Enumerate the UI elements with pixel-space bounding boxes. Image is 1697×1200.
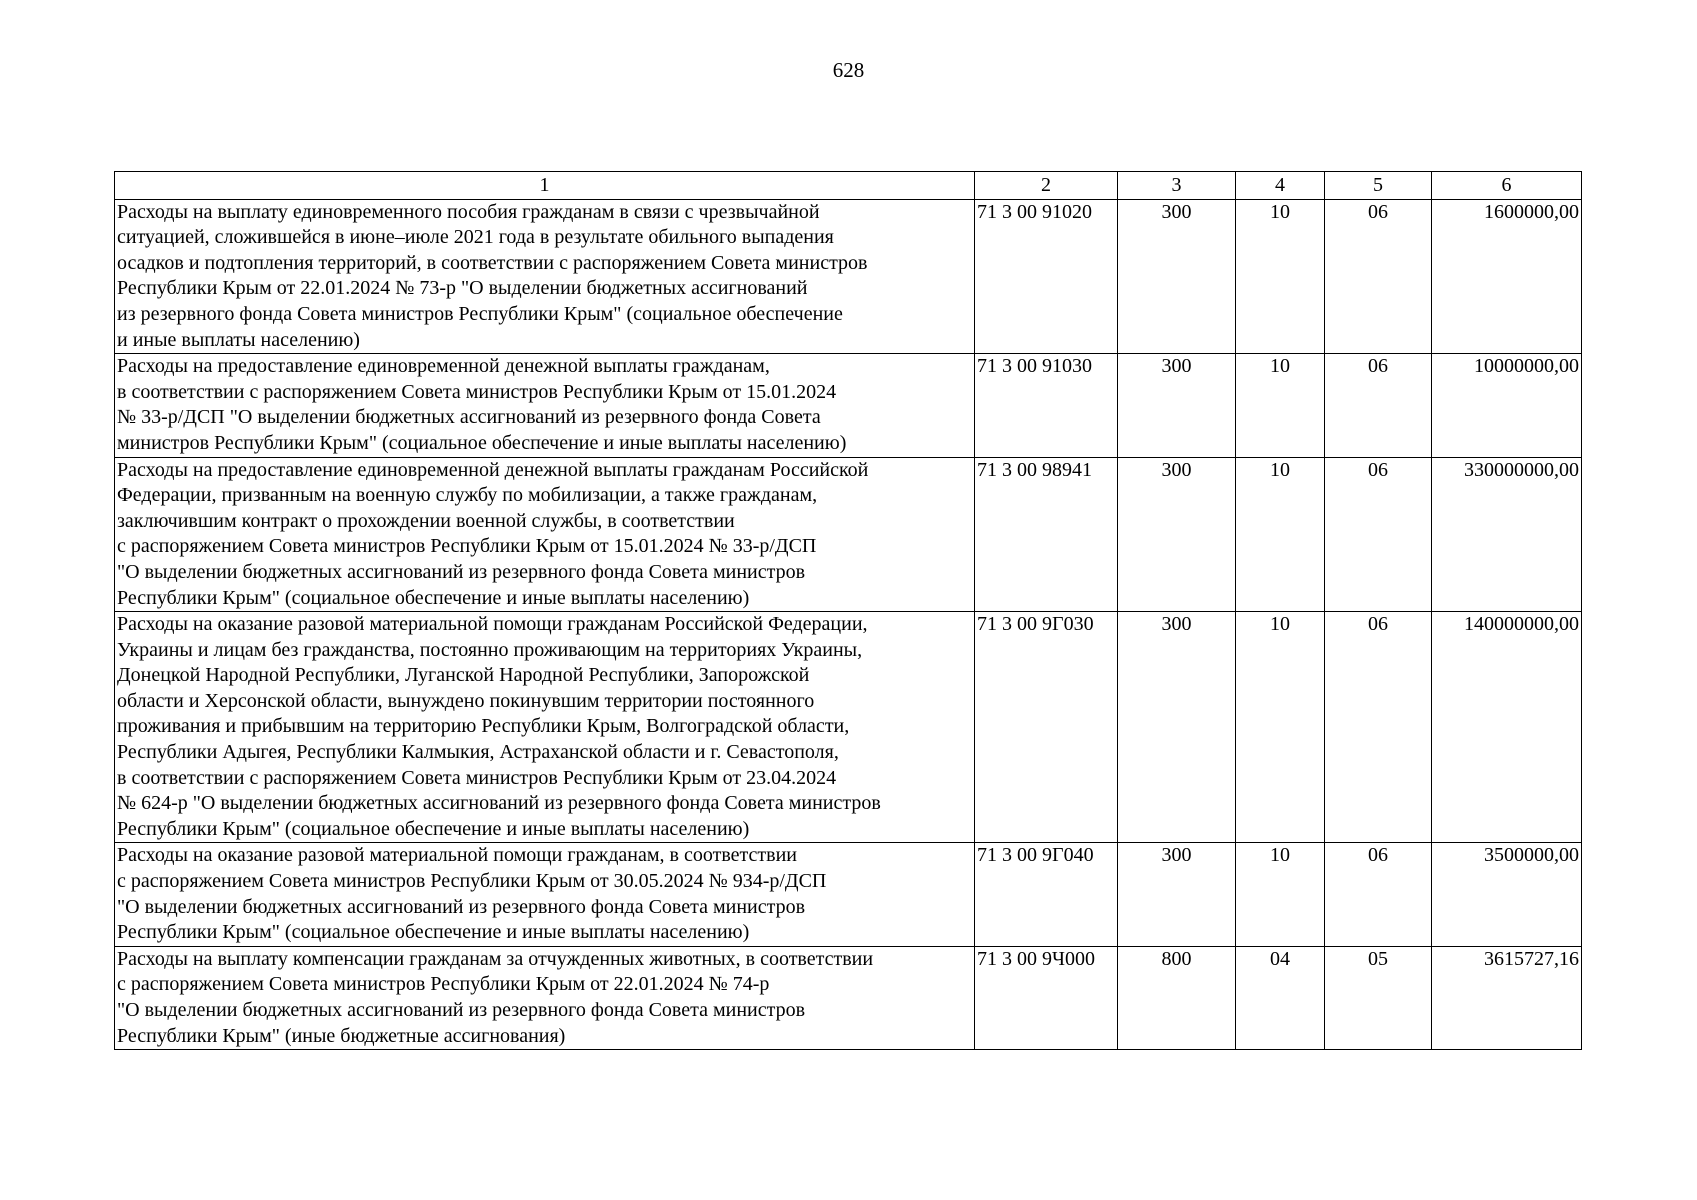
row-amount: 1600000,00: [1432, 199, 1582, 354]
row-expense-type: 800: [1118, 946, 1236, 1049]
row-expense-type: 300: [1118, 199, 1236, 354]
row-description: Расходы на предоставление единовременной денежной выплаты гражданам Российской Федерации, призванным на военную службу по мобилизации, а также гражданам, заключившим контракт о прохождении военной службы, в соответствии с распоряжением Совета министров Республики Крым от 15.01.2024 № 33-р/ДСП "О выделении бюджетных ассигнований из резервного фонда Совета министров Республики Крым" (социальное обеспечение и иные выплаты населению): [115, 457, 975, 612]
row-description: Расходы на выплату компенсации гражданам за отчужденных животных, в соответствии с распоряжением Совета министров Республики Крым от 22.01.2024 № 74-р "О выделении бюджетных ассигнований из резервного фонда Совета министров Республики Крым" (иные бюджетные ассигнования): [115, 946, 975, 1049]
row-subsection: 06: [1325, 612, 1432, 843]
row-subsection: 05: [1325, 946, 1432, 1049]
header-col-4: 4: [1236, 172, 1325, 200]
header-col-6: 6: [1432, 172, 1582, 200]
row-target-code: 71 3 00 91020: [975, 199, 1118, 354]
table-row: [115, 199, 1582, 354]
header-col-5: 5: [1325, 172, 1432, 200]
row-amount: 3500000,00: [1432, 843, 1582, 946]
row-section: 10: [1236, 843, 1325, 946]
row-target-code: 71 3 00 98941: [975, 457, 1118, 612]
row-subsection: 06: [1325, 199, 1432, 354]
table-header-row: [115, 172, 1582, 200]
table-row: [115, 354, 1582, 457]
header-col-3: 3: [1118, 172, 1236, 200]
row-section: 10: [1236, 612, 1325, 843]
row-expense-type: 300: [1118, 612, 1236, 843]
header-col-2: 2: [975, 172, 1118, 200]
table-row: [115, 843, 1582, 946]
row-expense-type: 300: [1118, 457, 1236, 612]
row-section: 10: [1236, 199, 1325, 354]
page-number: 628: [832, 58, 865, 82]
row-amount: 3615727,16: [1432, 946, 1582, 1049]
row-amount: 330000000,00: [1432, 457, 1582, 612]
row-target-code: 71 3 00 91030: [975, 354, 1118, 457]
budget-table: [114, 171, 1582, 1050]
row-description: Расходы на выплату единовременного пособия гражданам в связи с чрезвычайной ситуацией, сложившейся в июне–июле 2021 года в результате обильного выпадения осадков и подтопления территорий, в соответствии с распоряжением Совета министров Республики Крым от 22.01.2024 № 73-р "О выделении бюджетных ассигнований из резервного фонда Совета министров Республики Крым" (социальное обеспечение и иные выплаты населению): [115, 199, 975, 354]
row-target-code: 71 3 00 9Ч000: [975, 946, 1118, 1049]
row-subsection: 06: [1325, 354, 1432, 457]
row-target-code: 71 3 00 9Г030: [975, 612, 1118, 843]
table-row: [115, 612, 1582, 843]
header-col-1: 1: [115, 172, 975, 200]
row-expense-type: 300: [1118, 354, 1236, 457]
row-amount: 140000000,00: [1432, 612, 1582, 843]
row-subsection: 06: [1325, 457, 1432, 612]
row-subsection: 06: [1325, 843, 1432, 946]
table-row: [115, 946, 1582, 1049]
row-target-code: 71 3 00 9Г040: [975, 843, 1118, 946]
row-expense-type: 300: [1118, 843, 1236, 946]
row-description: Расходы на оказание разовой материальной помощи гражданам, в соответствии с распоряжением Совета министров Республики Крым от 30.05.2024 № 934-р/ДСП "О выделении бюджетных ассигнований из резервного фонда Совета министров Республики Крым" (социальное обеспечение и иные выплаты населению): [115, 843, 975, 946]
row-description: Расходы на предоставление единовременной денежной выплаты гражданам, в соответствии с распоряжением Совета министров Республики Крым от 15.01.2024 № 33-р/ДСП "О выделении бюджетных ассигнований из резервного фонда Совета министров Республики Крым" (социальное обеспечение и иные выплаты населению): [115, 354, 975, 457]
row-description: Расходы на оказание разовой материальной помощи гражданам Российской Федерации, Украины и лицам без гражданства, постоянно проживающим на территориях Украины, Донецкой Народной Республики, Луганской Народной Республики, Запорожской области и Херсонской области, вынуждено покинувшим территории постоянного проживания и прибывшим на территорию Республики Крым, Волгоградской области, Республики Адыгея, Республики Калмыкия, Астраханской области и г. Севастополя, в соответствии с распоряжением Совета министров Республики Крым от 23.04.2024 № 624-р "О выделении бюджетных ассигнований из резервного фонда Совета министров Республики Крым" (социальное обеспечение и иные выплаты населению): [115, 612, 975, 843]
table-row: [115, 457, 1582, 612]
row-section: 10: [1236, 457, 1325, 612]
row-section: 10: [1236, 354, 1325, 457]
row-amount: 10000000,00: [1432, 354, 1582, 457]
row-section: 04: [1236, 946, 1325, 1049]
